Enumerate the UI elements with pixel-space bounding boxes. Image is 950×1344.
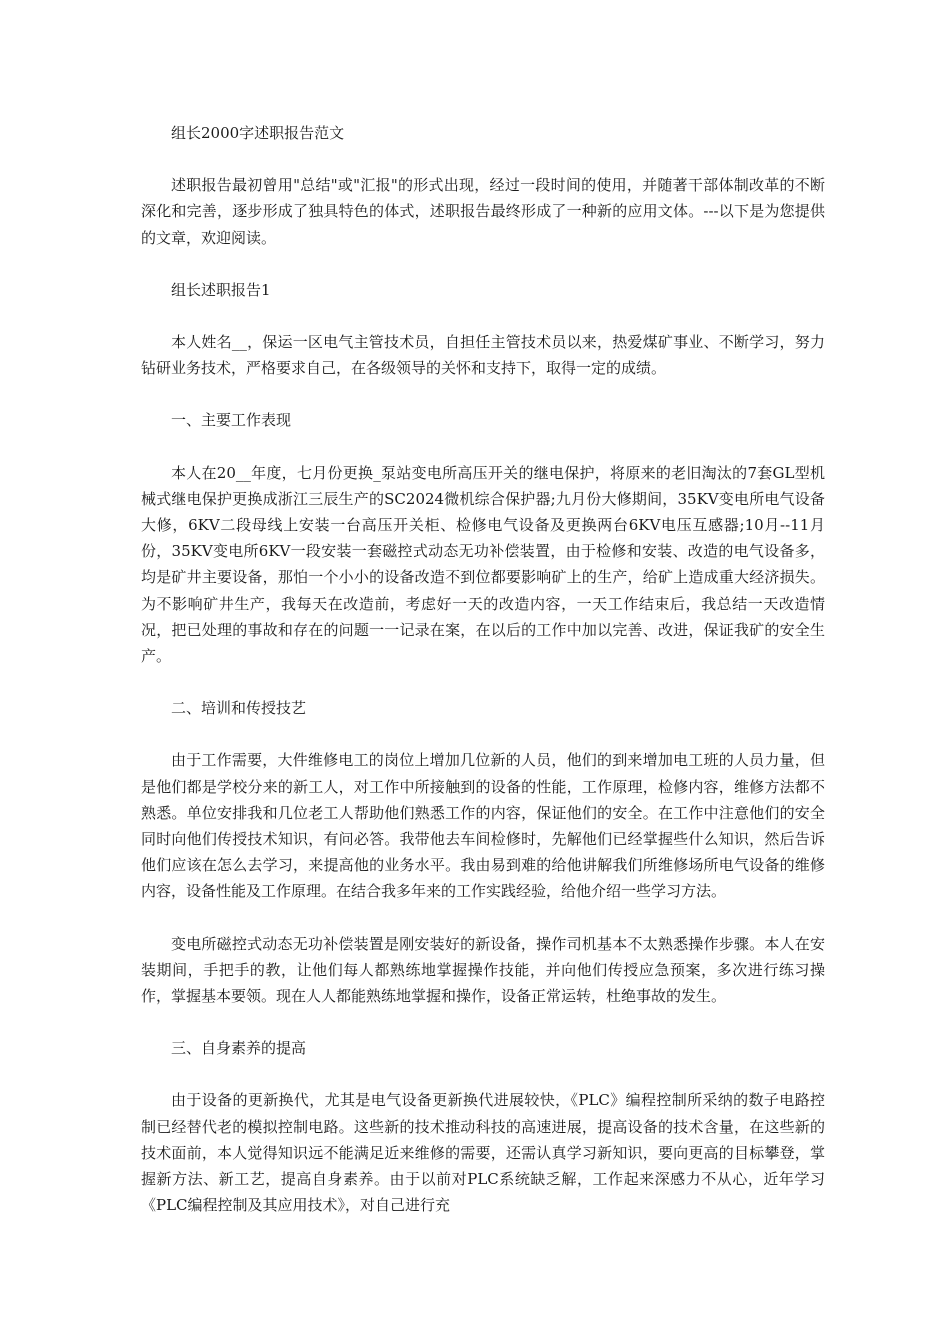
section2-paragraph-1: 由于工作需要，大件维修电工的岗位上增加几位新的人员，他们的到来增加电工班的人员力量，但是他们都是学校分来的新工人，对工作中所接触到的设备的性能，工作原理，检修内容，维修方法都不熟悉。单位安排我和几位老工人帮助他们熟悉工作的内容，保证他们的安全。在工作中注意他们的安全同时向他们传授技术知识，有问必答。我带他去车间检修时，先解他们已经掌握些什么知识，然后告诉他们应该在怎么去学习，来提高他的业务水平。我由易到难的给他讲解我们所维修场所电气设备的维修内容，设备性能及工作原理。在结合我多年来的工作实践经验，给他介绍一些学习方法。	[141, 751, 825, 901]
section1-paragraph: 本人在20__年度，七月份更换_泵站变电所高压开关的继电保护，将原来的老旧淘汰的7套GL型机械式继电保护更换成浙江三辰生产的SC2024微机综合保护器;九月份大修期间，35KV变电所电气设备大修，6KV二段母线上安装一台高压开关柜、检修电气设备及更换两台6KV电压互感器;10月--11月份，35KV变电所6KV一段安装一套磁控式动态无功补偿装置，由于检修和安装、改造的电气设备多，均是矿井主要设备，那怕一个小小的设备改造不到位都要影响矿上的生产，给矿上造成重大经济损失。为不影响矿井生产，我每天在改造前，考虑好一天的改造内容，一天工作结束后，我总结一天改造情况，把已处理的事故和存在的问题一一记录在案，在以后的工作中加以完善、改进，保证我矿的安全生产。	[141, 463, 825, 666]
report-title: 组长述职报告1	[171, 280, 271, 299]
section-heading-self-improvement: 三、自身素养的提高	[171, 1039, 307, 1058]
opening-paragraph: 本人姓名__，保运一区电气主管技术员，自担任主管技术员以来，热爱煤矿事业、不断学习，努力钻研业务技术，严格要求自己，在各级领导的关怀和支持下，取得一定的成绩。	[141, 333, 825, 378]
section3-paragraph: 由于设备的更新换代，尤其是电气设备更新换代进展较快，《PLC》编程控制所采纳的数子电路控制已经替代老的模拟控制电路。这些新的技术推动科技的高速进展，提高设备的技术含量，在这些新的技术面前，本人觉得知识远不能满足近来维修的需要，还需认真学习新知识，要向更高的目标攀登，掌握新方法、新工艺，提高自身素养。由于以前对PLC系统缺乏解，工作起来深感力不从心，近年学习《PLC编程控制及其应用技术》，对自己进行充	[141, 1091, 825, 1215]
section-heading-work-performance: 一、主要工作表现	[171, 411, 292, 430]
section-heading-training: 二、培训和传授技艺	[171, 699, 307, 718]
document-title: 组长2000字述职报告范文	[171, 124, 345, 142]
intro-paragraph: 述职报告最初曾用"总结"或"汇报"的形式出现，经过一段时间的使用，并随著干部体制改革的不断深化和完善，逐步形成了独具特色的体式，述职报告最终形成了一种新的应用文体。---以下是为您提供的文章，欢迎阅读。	[141, 176, 825, 247]
document-page	[141, 120, 825, 1219]
section2-paragraph-2: 变电所磁控式动态无功补偿装置是刚安装好的新设备，操作司机基本不太熟悉操作步骤。本人在安装期间，手把手的教，让他们每人都熟练地掌握操作技能，并向他们传授应急预案，多次进行练习操作，掌握基本要领。现在人人都能熟练地掌握和操作，设备正常运转，杜绝事故的发生。	[141, 934, 825, 1006]
